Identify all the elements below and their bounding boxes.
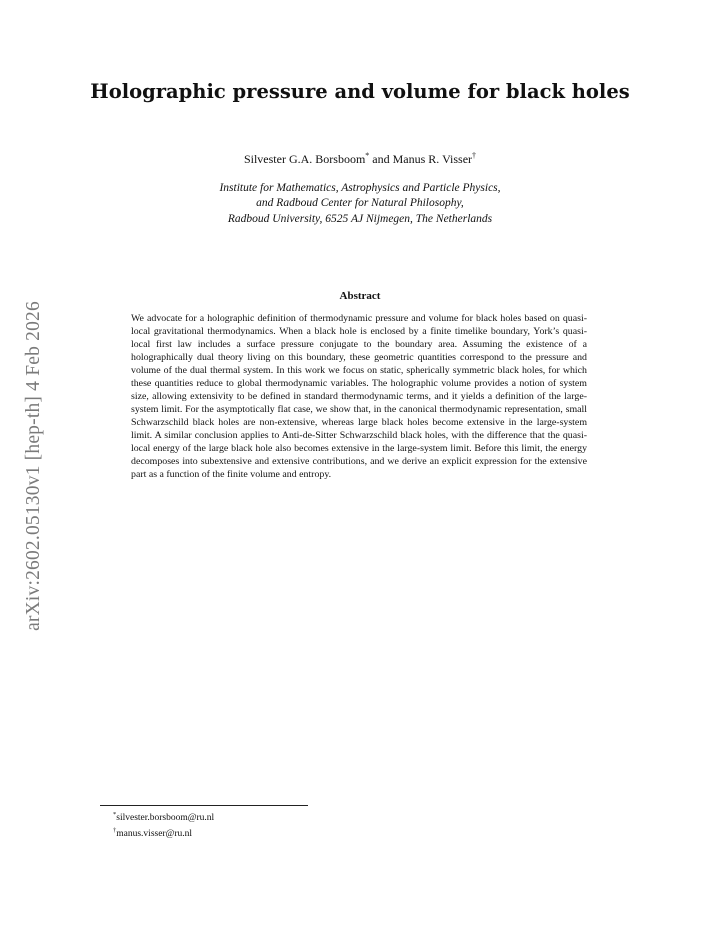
author-name: Manus R. Visser: [392, 152, 473, 166]
abstract-body: We advocate for a holographic definition of thermodynamic pressure and volume for black holes based on quasi-local gravitational thermodynamics. When a black hole is enclosed by a finite timelike boundary, York’s quasi-local first law includes a surface pressure conjugate to the boundary area. Assuming the existence of a holographically dual theory living on this boundary, these geometric quantities correspond to the pressure and volume of the dual thermal system. In this work we focus on static, spherically symmetric black holes, for which these quantities reduce to global thermodynamic variables. The holographic volume provides a notion of system size, allowing extensivity to be defined in standard thermodynamic terms, and it yields a definition of the large-system limit. For the asymptotically flat case, we show that, in the canonical thermodynamic representation, small Schwarzschild black holes are non-extensive, whereas large black holes become extensive in the large-system limit. A similar conclusion applies to Anti-de-Sitter Schwarzschild black holes, with the difference that the quasi-local energy of the large black hole also becomes extensive in the large-system limit. Before this limit, the energy decomposes into subextensive and extensive contributions, and we derive an explicit expression for the extensive part as a function of the finite volume and entropy.: [131, 313, 587, 480]
footnote: [113, 809, 214, 825]
affiliation-line: Institute for Mathematics, Astrophysics and Particle Physics,: [219, 182, 501, 194]
footnote: [113, 825, 214, 841]
footnote-mark: *: [113, 811, 117, 818]
affiliation-block: [0, 181, 720, 227]
author-connector: and: [369, 152, 393, 166]
footnote-email: silvester.borsboom@ru.nl: [116, 813, 215, 824]
abstract-heading: Abstract: [339, 290, 381, 302]
author-line: [0, 151, 720, 167]
affiliation-line: Radboud University, 6525 AJ Nijmegen, The Netherlands: [227, 212, 493, 225]
footnote-mark: *: [365, 151, 370, 160]
footnotes: [113, 809, 214, 840]
affiliation-line: and Radboud Center for Natural Philosophy,: [256, 197, 464, 210]
footnote-rule: [100, 805, 308, 806]
author-name: Silvester G.A. Borsboom: [243, 152, 366, 166]
footnote-email: manus.visser@ru.nl: [116, 828, 193, 839]
footnote-mark: †: [472, 151, 477, 160]
paper-title: Holographic pressure and volume for black holes: [90, 80, 630, 103]
arxiv-identifier: arXiv:2602.05130v1 [hep-th] 4 Feb 2026: [23, 301, 44, 631]
footnote-mark: †: [113, 826, 117, 834]
